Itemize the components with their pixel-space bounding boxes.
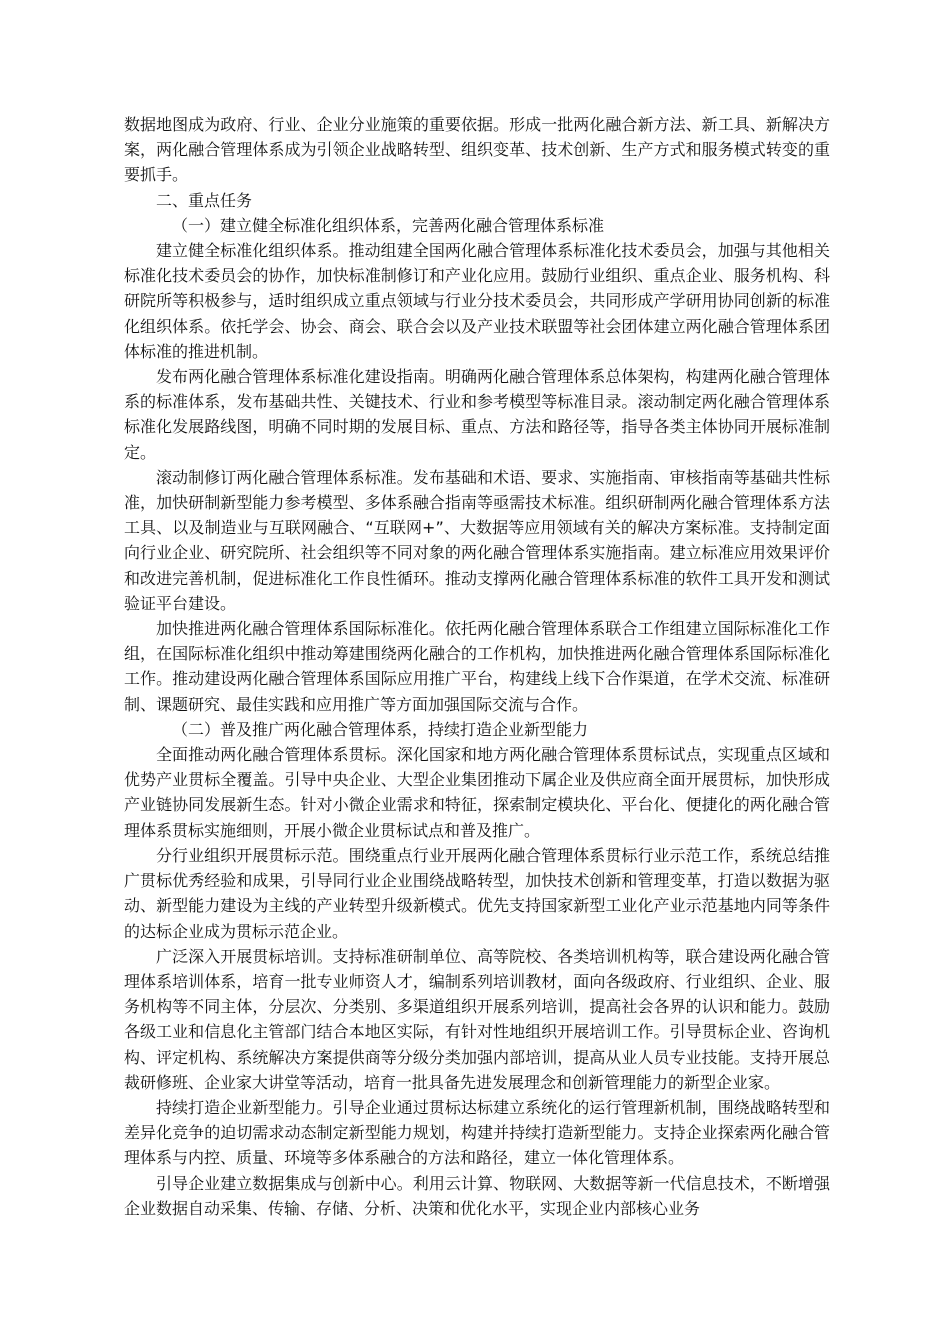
paragraph: 持续打造企业新型能力。引导企业通过贯标达标建立系统化的运行管理新机制，围绕战略转型和差异化竞争的迫切需求动态制定新型能力规划，构建并持续打造新型能力。支持企业探索两化融合管理体系与内控、质量、环境等多体系融合的方法和路径，建立一体化管理体系。 [124,1097,830,1168]
paragraph: 引导企业建立数据集成与创新中心。利用云计算、物联网、大数据等新一代信息技术，不断增强企业数据自动采集、传输、存储、分析、决策和优化水平，实现企业内部核心业务 [124,1173,830,1218]
paragraph: 分行业组织开展贯标示范。围绕重点行业开展两化融合管理体系贯标行业示范工作，系统总结推广贯标优秀经验和成果，引导同行业企业围绕战略转型，加快技术创新和管理变革，打造以数据为驱动、新型能力建设为主线的产业转型升级新模式。优先支持国家新型工业化产业示范基地内同等条件的达标企业成为贯标示范企业。 [124,845,830,941]
paragraph: 加快推进两化融合管理体系国际标准化。依托两化融合管理体系联合工作组建立国际标准化工作组，在国际标准化组织中推动筹建围绕两化融合的工作机构，加快推进两化融合管理体系国际标准化工作。推动建设两化融合管理体系国际应用推广平台，构建线上线下合作渠道，在学术交流、标准研制、课题研究、最佳实践和应用推广等方面加强国际交流与合作。 [124,619,830,714]
section-heading-key-tasks: 二、重点任务 [156,190,253,210]
subsection-heading-2: （二）普及推广两化融合管理体系，持续打造企业新型能力 [172,719,589,739]
paragraph: 全面推动两化融合管理体系贯标。深化国家和地方两化融合管理体系贯标试点，实现重点区域和优势产业贯标全覆盖。引导中央企业、大型企业集团推动下属企业及供应商全面开展贯标，加快形成产业链协同发展新生态。针对小微企业需求和特征，探索制定模块化、平台化、便捷化的两化融合管理体系贯标实施细则，开展小微企业贯标试点和普及推广。 [124,745,830,840]
paragraph-continuation: 数据地图成为政府、行业、企业分业施策的重要依据。形成一批两化融合新方法、新工具、新解决方案，两化融合管理体系成为引领企业战略转型、组织变革、技术创新、生产方式和服务模式转变的重要抓手。 [124,115,830,185]
document-body [124,112,830,1221]
paragraph: 建立健全标准化组织体系。推动组建全国两化融合管理体系标准化技术委员会，加强与其他相关标准化技术委员会的协作，加快标准制修订和产业化应用。鼓励行业组织、重点企业、服务机构、科研院所等积极参与，适时组织成立重点领域与行业分技术委员会，共同形成产学研用协同创新的标准化组织体系。依托学会、协会、商会、联合会以及产业技术联盟等社会团体建立两化融合管理体系团体标准的推进机制。 [124,241,830,361]
paragraph: 滚动制修订两化融合管理体系标准。发布基础和术语、要求、实施指南、审核指南等基础共性标准，加快研制新型能力参考模型、多体系融合指南等亟需技术标准。组织研制两化融合管理体系方法工具、以及制造业与互联网融合、“互联网+”、大数据等应用领域有关的解决方案标准。支持制定面向行业企业、研究院所、社会组织等不同对象的两化融合管理体系实施指南。建立标准应用效果评价和改进完善机制，促进标准化工作良性循环。推动支撑两化融合管理体系标准的软件工具开发和测试验证平台建设。 [124,467,830,613]
paragraph: 发布两化融合管理体系标准化建设指南。明确两化融合管理体系总体架构，构建两化融合管理体系的标准体系，发布基础共性、关键技术、行业和参考模型等标准目录。滚动制定两化融合管理体系标准化发展路线图，明确不同时期的发展目标、重点、方法和路径等，指导各类主体协同开展标准制定。 [124,367,830,462]
paragraph: 广泛深入开展贯标培训。支持标准研制单位、高等院校、各类培训机构等，联合建设两化融合管理体系培训体系，培育一批专业师资人才，编制系列培训教材，面向各级政府、行业组织、企业、服务机构等不同主体，分层次、分类别、多渠道组织开展系列培训，提高社会各界的认识和能力。鼓励各级工业和信息化主管部门结合本地区实际，有针对性地组织开展培训工作。引导贯标企业、咨询机构、评定机构、系统解决方案提供商等分级分类加强内部培训，提高从业人员专业技能。支持开展总裁研修班、企业家大讲堂等活动，培育一批具备先进发展理念和创新管理能力的新型企业家。 [124,946,830,1092]
subsection-heading-1: （一）建立健全标准化组织体系，完善两化融合管理体系标准 [172,215,605,235]
